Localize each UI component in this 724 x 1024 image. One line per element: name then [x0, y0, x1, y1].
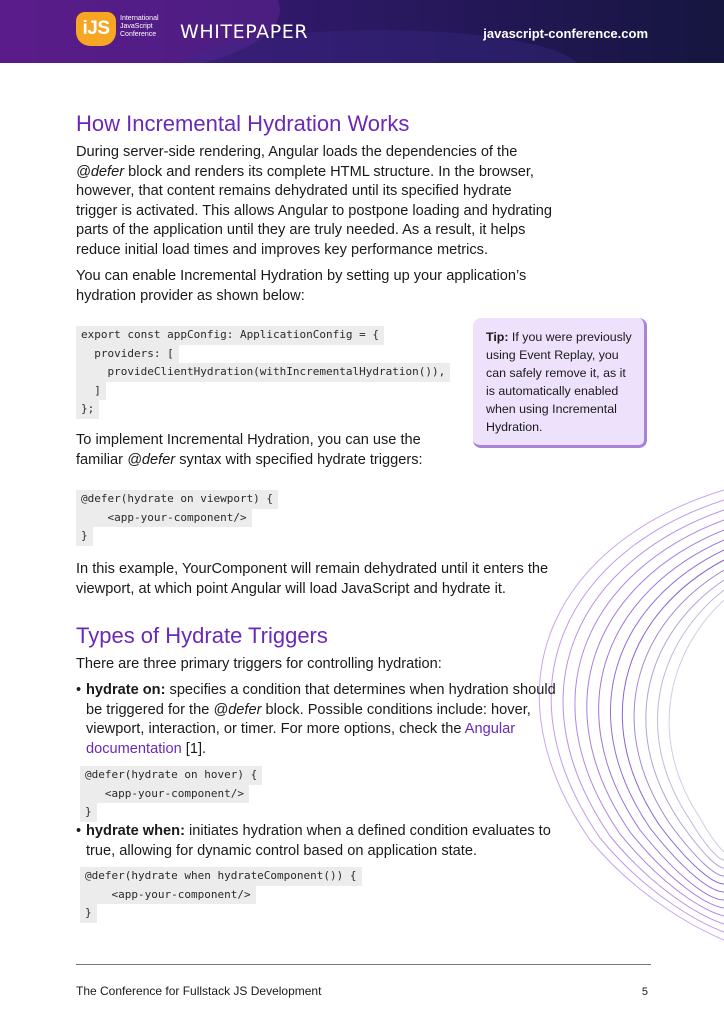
section-heading-incremental-hydration: How Incremental Hydration Works — [76, 111, 410, 136]
angular-docs-link[interactable]: Angular documentation — [86, 721, 516, 757]
text: specifies a condition that determines when hydration should be triggered for the — [86, 682, 556, 718]
footer-divider — [76, 964, 651, 965]
list-item-hydrate-on — [76, 681, 560, 759]
tip-label: Tip: — [486, 330, 509, 344]
code-line: @defer(hydrate on viewport) { — [76, 490, 278, 509]
code-block-hover — [80, 766, 262, 822]
code-line: export const appConfig: ApplicationConfig = { — [76, 326, 384, 345]
logo-line: International — [120, 15, 159, 22]
text: [1]. — [181, 740, 207, 757]
code-line: <app-your-component/> — [80, 886, 256, 905]
code-line: } — [80, 803, 97, 822]
list-item-hydrate-when — [76, 822, 560, 861]
inline-code-term: @defer — [213, 701, 262, 718]
bullet-term: hydrate on: — [86, 682, 166, 698]
inline-code-term: @defer — [127, 451, 176, 468]
document-type-title: WHITEPAPER — [180, 21, 309, 43]
paragraph-example: In this example, YourComponent will remain dehydrated until it enters the viewport, at which point Angular will load JavaScript and hydrate it. — [76, 561, 549, 597]
logo-line: JavaScript — [120, 23, 153, 30]
footer-tagline: The Conference for Fullstack JS Development — [76, 984, 322, 998]
text: syntax with specified hydrate triggers: — [175, 451, 423, 468]
tip-box — [473, 318, 647, 448]
text: initiates hydration when a defined condition evaluates to true, allowing for dynamic control based on application state. — [86, 823, 551, 859]
text: During server-side rendering, Angular loads the dependencies of the — [76, 144, 518, 160]
section-heading-hydrate-triggers: Types of Hydrate Triggers — [76, 623, 328, 648]
paragraph-ssr — [76, 143, 556, 261]
code-line: provideClientHydration(withIncrementalHydration()), — [76, 363, 450, 382]
text: block. Possible conditions include: hover, viewport, interaction, or timer. For more options, check the — [86, 701, 531, 738]
logo-line: Conference — [120, 31, 157, 38]
code-line: @defer(hydrate on hover) { — [80, 766, 262, 785]
ijs-logo: iJS — [76, 12, 116, 46]
code-block-when — [80, 867, 362, 923]
page-header — [0, 0, 724, 63]
code-line: }; — [76, 400, 99, 419]
code-line: @defer(hydrate when hydrateComponent()) { — [80, 867, 362, 886]
code-line: <app-your-component/> — [80, 785, 249, 804]
code-line: ] — [76, 382, 106, 401]
text: To implement Incremental Hydration, you can use the familiar — [76, 432, 421, 468]
text: block and renders its complete HTML structure. In the browser, however, that content remains dehydrated until its specified hydrate trigger is activated. This allows Angular to postpone loading and hydrating parts of the application until they are truly needed. As a result, it helps reduce initial load times and improves key performance metrics. — [76, 163, 552, 258]
tip-text: If you were previously using Event Replay, you can safely remove it, as it is automatically enabled when using Incremental Hydration. — [486, 330, 632, 434]
paragraph-triggers-intro: There are three primary triggers for controlling hydration: — [76, 656, 442, 672]
code-line: } — [76, 527, 93, 546]
code-block-appconfig — [76, 326, 450, 419]
paragraph-enable: You can enable Incremental Hydration by setting up your application’s hydration provider as shown below: — [76, 268, 527, 304]
page-number: 5 — [641, 986, 648, 998]
logo-text — [120, 15, 180, 39]
website-link[interactable]: javascript-conference.com — [483, 26, 648, 41]
code-line: } — [80, 904, 97, 923]
bullet-term: hydrate when: — [86, 823, 185, 839]
inline-code-term: @defer — [76, 163, 125, 180]
code-line: providers: [ — [76, 345, 179, 364]
code-block-viewport — [76, 490, 278, 546]
paragraph-implement — [76, 431, 468, 470]
code-line: <app-your-component/> — [76, 509, 252, 528]
